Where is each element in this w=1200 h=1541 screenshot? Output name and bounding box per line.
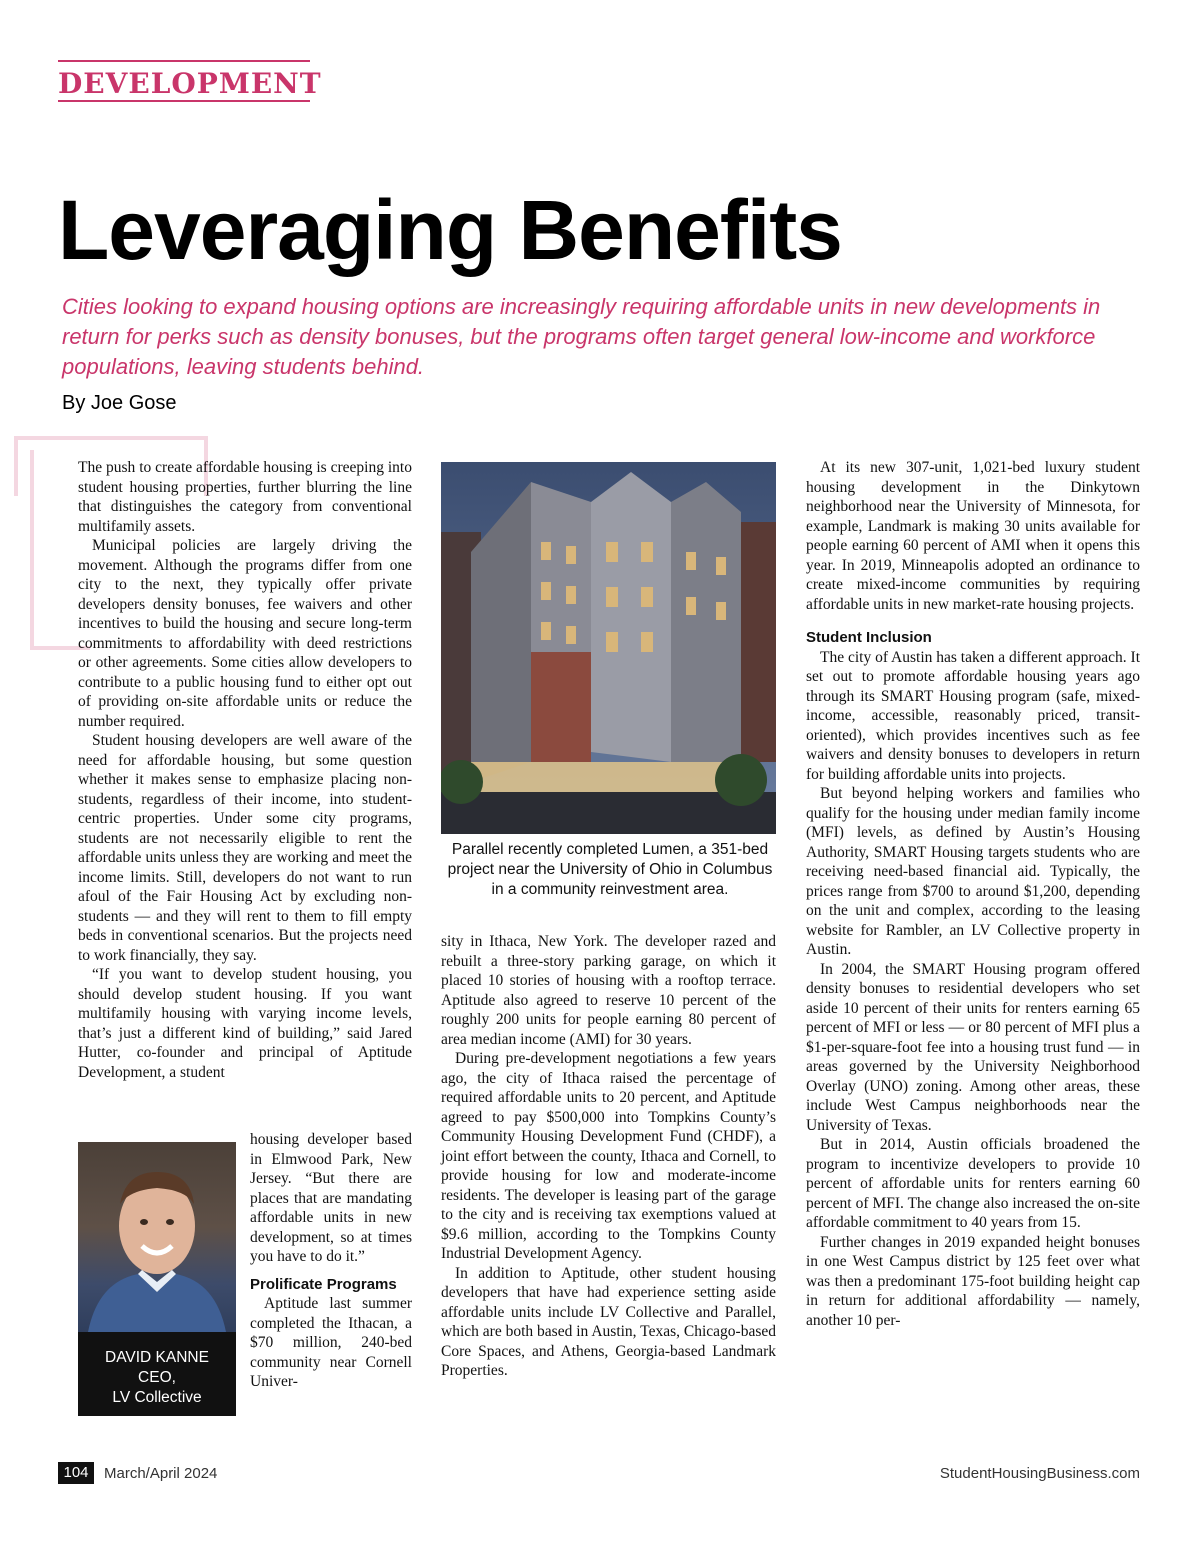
paragraph: Further changes in 2019 expanded height bonuses in one West Campus district by 125 feet over what was then a predominant 175-foot building height cap in return for additional affordability — namely, another 10 per- <box>806 1233 1140 1329</box>
paragraph: The city of Austin has taken a different approach. It set out to promote affordable housing years ago through its SMART Housing program (safe, mixed-income, accessible, reasonably priced, transit-oriented), which provides incentives such as fee waivers and density bonuses to developers in return for building affordable units into projects. <box>806 648 1140 783</box>
paragraph: “If you want to develop student housing, you should develop student housing. If you want multifamily housing with varying income levels, that’s just a different kind of building,” said Jared Hutter, co-founder and principal of Aptitude Development, a student <box>78 966 412 1081</box>
paragraph: Student housing developers are well aware of the need for affordable housing, but some question whether it makes sense to emphasize placing non-students, regardless of their income, into student-centric properties. Under some city programs, students are not necessarily eligible to rent the affordable units unless they are working and meet the income limits. Still, developers do not want to run afoul of the Fair Housing Act by excluding non-students — and they will rent to them to fill empty beds in conventional scenarios. But the projects need to work financially, they say. <box>78 732 412 964</box>
portrait-name: DAVID KANNE <box>105 1349 209 1366</box>
building-illustration <box>441 462 776 834</box>
byline: By Joe Gose <box>62 392 177 414</box>
website: StudentHousingBusiness.com <box>939 1465 1140 1482</box>
portrait-photo <box>78 1142 236 1332</box>
issue-date: March/April 2024 <box>104 1465 218 1482</box>
portrait-illustration <box>78 1142 236 1332</box>
subhead-prolificate: Prolificate Programs <box>250 1275 397 1293</box>
section-label: DEVELOPMENT <box>58 67 322 100</box>
headline: Leveraging Benefits <box>58 183 842 277</box>
paragraph: Municipal policies are largely driving the movement. Although the programs differ from one city to the next, they typically offer private developers density bonuses, fee waivers and other incentives to build the housing and secure long-term commitments to affordability with deed restrictions or other agreements. Some cities allow developers to contribute to a public housing fund to either opt out of providing on-site affordable units or reduce the number required. <box>78 537 412 730</box>
portrait-company: LV Collective <box>112 1389 202 1406</box>
deck: Cities looking to expand housing options are increasingly requiring affordable units in new developments in return for perks such as density bonuses, but the programs often target general low-income and workforce populations, leaving students behind. <box>62 294 1101 379</box>
portrait-title: CEO, <box>138 1369 176 1386</box>
paragraph-continued: housing developer based in Elmwood Park, New Jersey. “But there are places that are mandating affordable units in new development, so at times you have to do it.” <box>250 1131 412 1265</box>
building-photo <box>441 462 776 834</box>
column-2 <box>441 932 776 1381</box>
paragraph: At its new 307-unit, 1,021-bed luxury student housing development in the Dinkytown neighborhood near the University of Minnesota, for example, Landmark is making 30 units available for people earning 60 percent of AMI when it opens this year. In 2019, Minneapolis adopted an ordinance to create mixed-income communities by requiring affordable units in new market-rate housing projects. <box>806 459 1140 613</box>
paragraph: Aptitude last summer completed the Ithacan, a $70 million, 240-bed community near Cornell Univer- <box>250 1295 412 1390</box>
column-3 <box>806 458 1140 1330</box>
section-rule-top <box>58 60 310 62</box>
paragraph: In 2004, the SMART Housing program offered density bonuses to residential developers who set aside 10 percent of their units for renters earning 65 percent of MFI or less — or 80 percent of MFI plus a $1-per-square-foot fee into a housing trust fund — in areas governed by the University Neighborhood Overlay (UNO) zoning. Among other areas, these include West Campus neighborhoods near the University of Texas. <box>806 960 1140 1134</box>
paragraph: But in 2014, Austin officials broadened the program to incentivize developers to provide 10 percent of affordable units for renters earning 60 percent of MFI. The change also increased the on-site affordable commitment to 40 years from 15. <box>806 1136 1140 1231</box>
paragraph: sity in Ithaca, New York. The developer razed and rebuilt a three-story parking garage, on which it placed 10 stories of housing with a rooftop terrace. Aptitude also agreed to reserve 10 percent of the roughly 200 units for people earning 80 percent of area median income (AMI) for 30 years. <box>441 933 776 1048</box>
page-number: 104 <box>58 1462 94 1484</box>
paragraph: In addition to Aptitude, other student housing developers that have had experience setting aside affordable units include LV Collective and Parallel, which are both based in Austin, Texas, Chicago-based Core Spaces, and Athens, Georgia-based Landmark Properties. <box>441 1264 776 1379</box>
paragraph: But beyond helping workers and families who qualify for the housing under median family income (MFI) levels, as defined by Austin’s Housing Authority, SMART Housing targets students who are receiving need-based financial aid. Typically, the prices range from $700 to around $1,200, depending on the unit and complex, according to the leasing website for Rambler, an LV Collective property in Austin. <box>806 785 1140 958</box>
column-1-wrap <box>250 1130 412 1392</box>
portrait-caption <box>78 1332 236 1416</box>
section-rule-bottom <box>58 100 310 102</box>
paragraph: During pre-development negotiations a few years ago, the city of Ithaca raised the percentage of required affordable units to 20 percent, and Aptitude agreed to pay $500,000 into Tompkins County’s Community Housing Development Fund (CHDF), a joint effort between the county, Ithaca and Cornell, to provide housing for low and moderate-income residents. The developer is leasing part of the garage to the city and is receiving tax exemptions valued at $9.6 million, according to the Tompkins County Industrial Development Agency. <box>441 1050 776 1262</box>
photo-caption: Parallel recently completed Lumen, a 351-bed project near the University of Ohio in Columbus in a community reinvestment area. <box>447 841 773 898</box>
paragraph: The push to create affordable housing is creeping into student housing properties, further blurring the line that distinguishes the category from conventional multifamily assets. <box>78 459 412 535</box>
subhead-student-inclusion: Student Inclusion <box>806 629 932 646</box>
column-1 <box>78 458 412 1082</box>
